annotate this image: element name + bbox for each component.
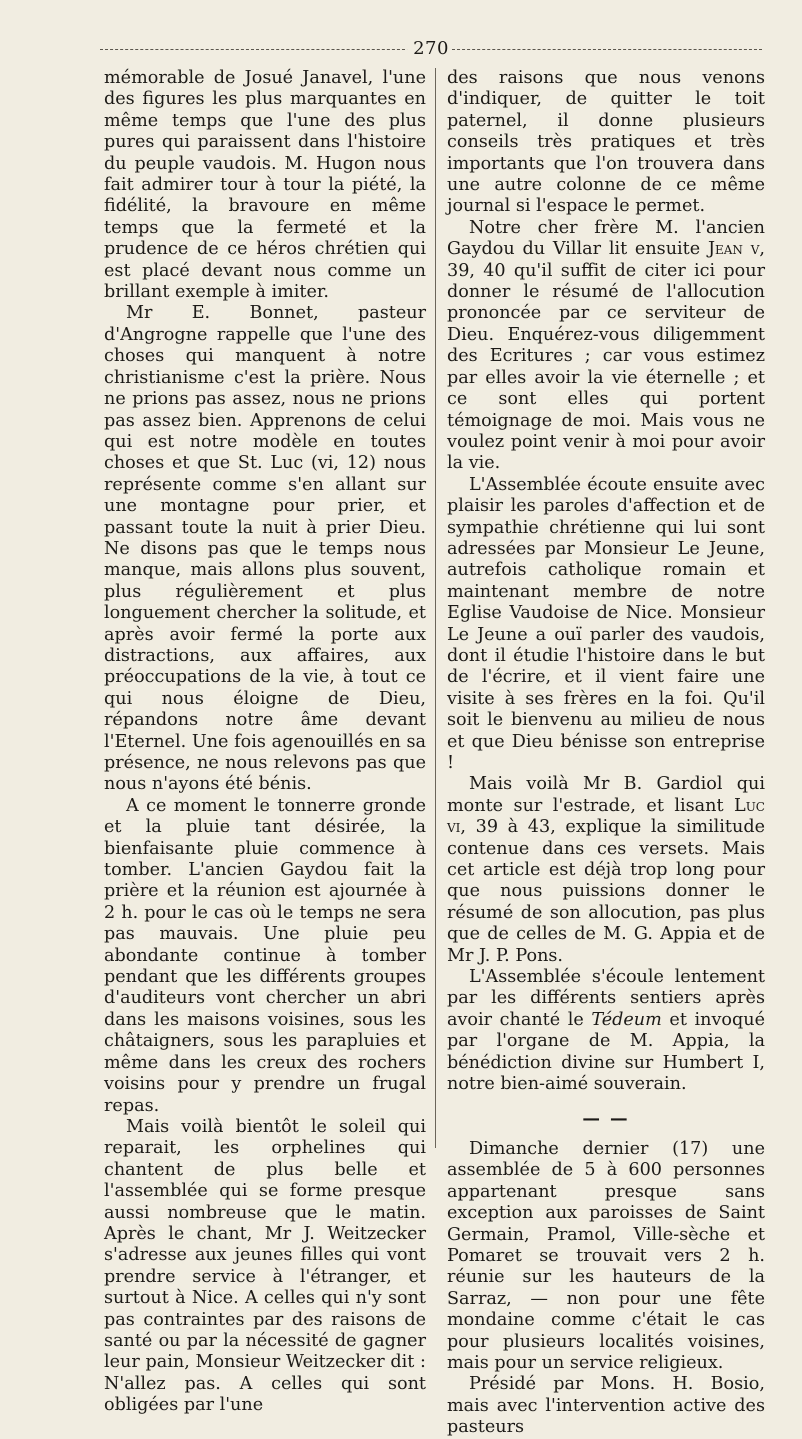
paragraph: mémorable de Josué Janavel, l'une des figures les plus marquantes en même temps que l'une des plus pures qui paraissent dans l'histoire du peuple vaudois. M. Hugon nous fait admirer tour à tour la piété, la fidélité, la bravoure en même temps que la fermeté et la prudence de ce héros chrétien qui est placé devant nous comme un brillant exemple à imiter.	[104, 68, 426, 303]
italic-term: Tédeum	[591, 1009, 662, 1030]
text-run: L'Assemblée s'écoule lentement par les différents sentiers après avoir chanté le	[447, 967, 765, 1030]
paragraph	[447, 218, 765, 475]
left-column	[104, 68, 426, 1417]
paragraph: Dimanche dernier (17) une assemblée de 5 à 600 personnes appartenant presque sans exception aux paroisses de Saint Germain, Pramol, Ville-sèche et Pomaret se trouvait vers 2 h. réunie sur les hauteurs de la Sarraz, — non pour une fête mondaine comme c'était le cas pour plusieurs localités voisines, mais pour un service religieux.	[447, 1138, 765, 1373]
paragraph: Mr E. Bonnet, pasteur d'Angrogne rappelle que l'une des choses qui manquent à notre christianisme c'est la prière. Nous ne prions pas assez, nous ne prions pas assez bien. Apprenons de celui qui est notre modèle en toutes choses et que St. Luc (vi, 12) nous représente comme s'en allant sur une montagne pour prier, et passant toute la nuit à prier Dieu. Ne disons pas que le temps nous manque, mais allons plus souvent, plus régulièrement et plus longuement chercher la solitude, et après avoir fermé la porte aux distractions, aux affaires, aux préoccupations de la vie, à tout ce qui nous éloigne de Dieu, répandons notre âme devant l'Eternel. Une fois agenouillés en sa présence, ne nous relevons pas que nous n'ayons été bénis.	[104, 303, 426, 795]
header-rule-left	[100, 49, 410, 50]
text-run: , 39, 40 qu'il suffit de citer ici pour donner le résumé de l'allocution prononcée par ce serviteur de Dieu. Enquérez-vous diligemment des Ecritures ; car vous estimez par elles avoir la vie éternelle ; et ce sont elles qui portent témoignage de moi. Mais vous ne voulez point venir à moi pour avoir la vie.	[447, 239, 765, 474]
paragraph: A ce moment le tonnerre gronde et la pluie tant désirée, la bienfaisante pluie commence à tomber. L'ancien Gaydou fait la prière et la réunion est ajournée à 2 h. pour le cas où le temps ne sera pas mauvais. Une pluie peu abondante continue à tomber pendant que les différents groupes d'auditeurs vont chercher un abri dans les maisons voisines, sous les châtaigners, sous les parapluies et même dans les creux des rochers voisins pour y prendre un frugal repas.	[104, 795, 426, 1116]
text-run: , 39 à 43, explique la similitude contenue dans ces versets. Mais cet article est déjà trop long pour que nous puissions donner le résumé de son allocution, pas plus que de celles de M. G. Appia et de Mr J. P. Pons.	[447, 817, 765, 966]
paragraph: Mais voilà bientôt le soleil qui reparait, les orphelines qui chantent de plus belle et l'assemblée qui se forme presque aussi nombreuse que le matin. Après le chant, Mr J. Weitzecker s'adresse aux jeunes filles qui vont prendre service à l'étranger, et surtout à Nice. A celles qui n'y sont pas contraintes par des raisons de santé ou par la nécessité de gagner leur pain, Monsieur Weitzecker dit : N'allez pas. A celles qui sont obligées par l'une	[104, 1116, 426, 1416]
paragraph: des raisons que nous venons d'indiquer, de quitter le toit paternel, il donne plusieurs conseils très pratiques et très importants que l'on trouvera dans une autre colonne de ce même journal si l'espace le permet.	[447, 68, 765, 217]
scripture-reference: Jean v	[707, 239, 760, 260]
text-run: et invoqué par l'organe de M. Appia, la bénédiction divine sur Humbert I, notre bien-aimé souverain.	[447, 1009, 765, 1095]
text-run: Mais voilà Mr B. Gardiol qui monte sur l'estrade, et lisant	[447, 774, 765, 816]
column-divider	[435, 68, 436, 1148]
text-run: Notre cher frère M. l'ancien Gaydou du Villar lit ensuite	[447, 217, 765, 260]
paragraph: Présidé par Mons. H. Bosio, mais avec l'intervention active des pasteurs	[447, 1374, 765, 1438]
header-rule-right	[452, 49, 762, 50]
paragraph	[447, 967, 765, 1095]
section-separator: — —	[582, 1107, 630, 1129]
right-column	[447, 68, 765, 1439]
page-header	[100, 38, 762, 58]
paragraph	[447, 774, 765, 967]
page-number: 270	[407, 38, 455, 59]
scripture-reference: Luc vi	[447, 795, 765, 838]
paragraph: L'Assemblée écoute ensuite avec plaisir les paroles d'affection et de sympathie chrétienne qui lui sont adressées par Monsieur Le Jeune, autrefois catholique romain et maintenant membre de notre Eglise Vaudoise de Nice. Monsieur Le Jeune a ouï parler des vaudois, dont il étudie l'histoire dans le but de l'écrire, et il vient faire une visite à ses frères en la foi. Qu'il soit le bienvenu au milieu de nous et que Dieu bénisse son entreprise !	[447, 474, 765, 773]
